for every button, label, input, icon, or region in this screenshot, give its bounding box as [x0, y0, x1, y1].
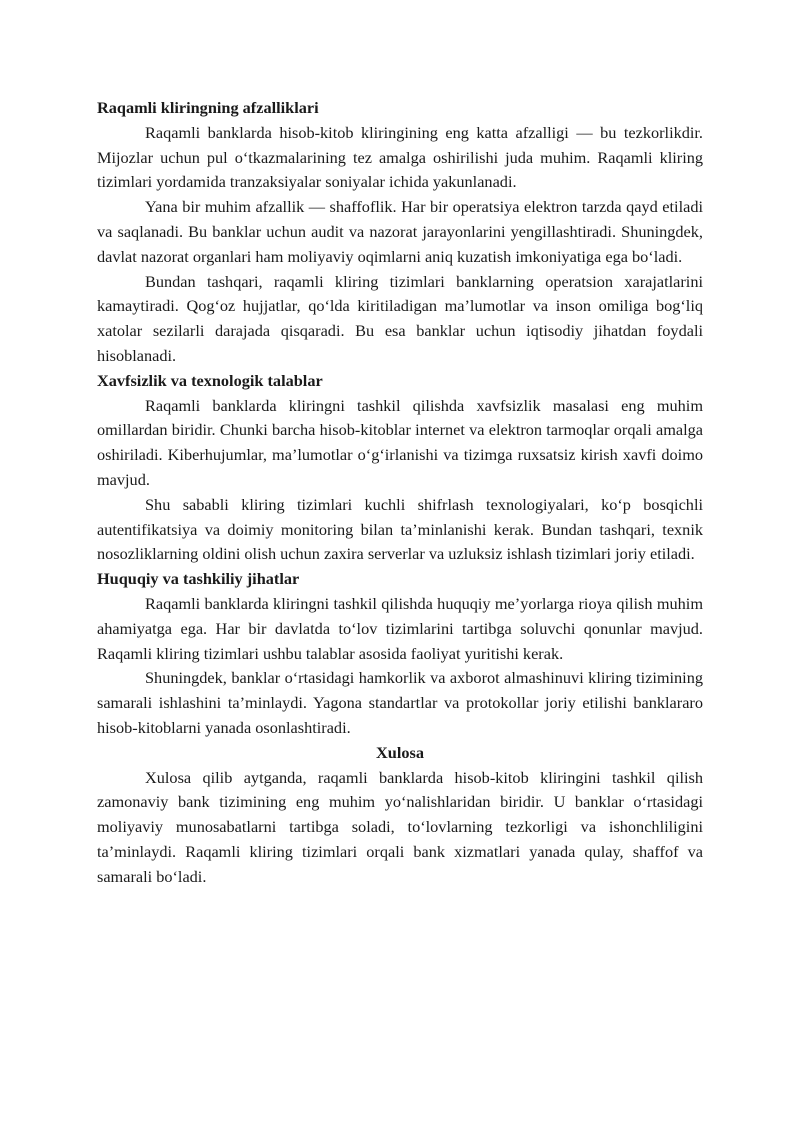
paragraph: Bundan tashqari, raqamli kliring tizimlari banklarning operatsion xarajatlarini kamaytiradi. Qog‘oz hujjatlar, qo‘lda kiritiladigan ma’lumotlar va inson omiliga bog‘liq xatolar sezilarli darajada qisqaradi. Bu esa banklar uchun iqtisodiy jihatdan foydali hisoblanadi. — [97, 271, 703, 365]
paragraph: Shu sababli kliring tizimlari kuchli shifrlash texnologiyalari, ko‘p bosqichli autentifikatsiya va doimiy monitoring bilan ta’minlanishi kerak. Bundan tashqari, texnik nosozliklarning oldini olish uchun zaxira serverlar va uzluksiz ishlash tizimlari joriy etiladi. — [97, 494, 703, 564]
section-heading: Raqamli kliringning afzalliklari — [97, 98, 319, 117]
paragraph: Yana bir muhim afzallik — shaffoflik. Har bir operatsiya elektron tarzda qayd etiladi va saqlanadi. Bu banklar uchun audit va nazorat jarayonlarini yengillashtiradi. Shuningdek, davlat nazorat organlari ham moliyaviy oqimlarni aniq kuzatish imkoniyatiga ega bo‘ladi. — [97, 197, 703, 266]
paragraph: Xulosa qilib aytganda, raqamli banklarda hisob-kitob kliringini tashkil qilish zamonaviy bank tizimining eng muhim yo‘nalishlaridan biridir. U banklar o‘rtasidagi moliyaviy munosabatlarni tartibga soladi, to‘lovlarning tezkorligi va ishonchliligini ta’minlaydi. Raqamli kliring tizimlari orqali bank xizmatlari yanada qulay, shaffof va samarali bo‘ladi. — [97, 767, 703, 886]
paragraph: Shuningdek, banklar o‘rtasidagi hamkorlik va axborot almashinuvi kliring tizimining samarali ishlashini ta’minlaydi. Yagona standartlar va protokollar joriy etilishi banklararo hisob-kitoblarni yanada osonlashtiradi. — [97, 668, 703, 737]
paragraph: Raqamli banklarda hisob-kitob kliringining eng katta afzalligi — bu tezkorlikdir. Mijozlar uchun pul o‘tkazmalarining tez amalga oshirilishi juda muhim. Raqamli kliring tizimlari yordamida tranzaksiyalar soniyalar ichida yakunlanadi. — [97, 122, 703, 192]
section-heading: Huquqiy va tashkiliy jihatlar — [97, 569, 300, 589]
document-page — [97, 96, 703, 890]
paragraph: Raqamli banklarda kliringni tashkil qilishda xavfsizlik masalasi eng muhim omillardan biridir. Chunki barcha hisob-kitoblar internet va elektron tarmoqlar orqali amalga oshiriladi. Kiberhujumlar, ma’lumotlar o‘g‘irlanishi va tizimga ruxsatsiz kirish xavfi doimo mavjud. — [97, 395, 703, 489]
conclusion-heading: Xulosa — [376, 742, 424, 762]
paragraph: Raqamli banklarda kliringni tashkil qilishda huquqiy me’yorlarga rioya qilish muhim ahamiyatga ega. Har bir davlatda to‘lov tizimlarini tartibga soluvchi qonunlar mavjud. Raqamli kliring tizimlari ushbu talablar asosida faoliyat yuritishi kerak. — [97, 593, 703, 663]
section-heading: Xavfsizlik va texnologik talablar — [97, 370, 323, 390]
